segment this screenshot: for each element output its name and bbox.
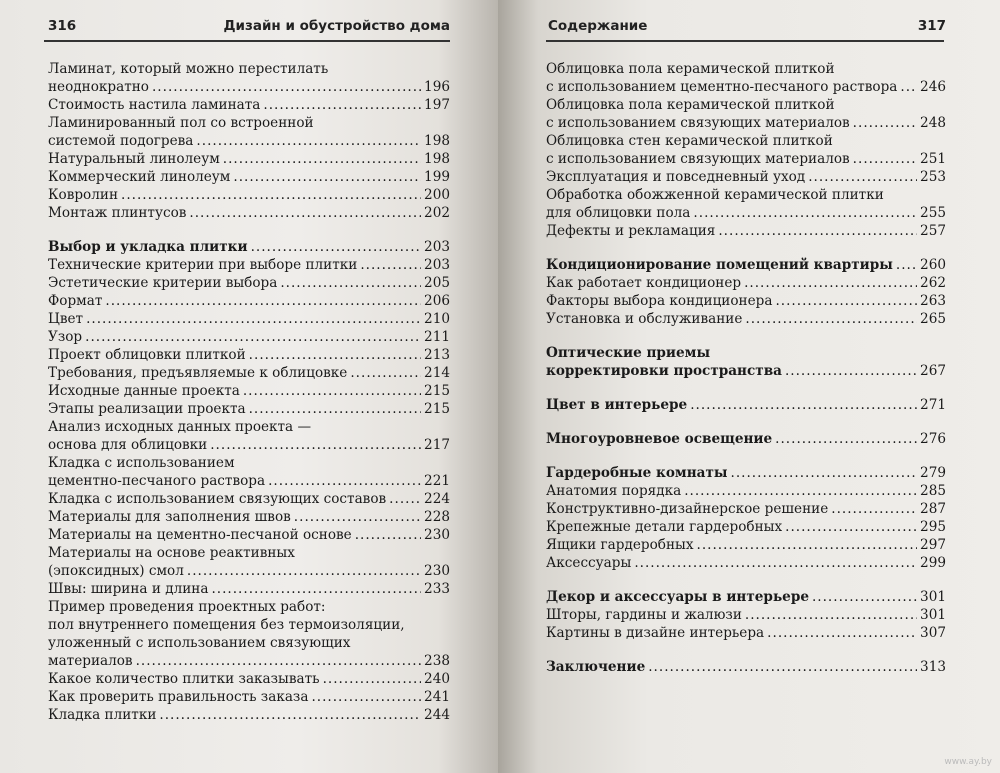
toc-page-number: 263	[920, 293, 946, 309]
toc-entry-title: материалов	[48, 653, 133, 669]
toc-entry-title: Стоимость настила ламината	[48, 97, 261, 113]
toc-page-number: 202	[424, 205, 450, 221]
toc-list-left	[48, 60, 450, 724]
toc-entry-row	[48, 472, 450, 490]
toc-entry-title: Как работает кондиционер	[546, 275, 742, 291]
toc-entry-title: Гардеробные комнаты	[546, 465, 728, 481]
dot-leader	[249, 400, 421, 418]
header-rule	[546, 40, 944, 42]
toc-page-number: 251	[920, 151, 946, 167]
toc-entry-row	[48, 652, 450, 670]
toc-page-number: 238	[424, 653, 450, 669]
toc-entry-title: неоднократно	[48, 79, 149, 95]
toc-page-number: 233	[424, 581, 450, 597]
toc-section-entry[interactable]	[546, 344, 946, 380]
dot-leader	[634, 554, 917, 572]
dot-leader	[311, 688, 421, 706]
toc-page-number: 287	[920, 501, 946, 517]
toc-subsection-entry[interactable]	[546, 554, 946, 572]
toc-page-number: 230	[424, 527, 450, 543]
toc-entry-row	[546, 150, 946, 168]
right-page	[498, 0, 1000, 773]
toc-entry-title: Эстетические критерии выбора	[48, 275, 278, 291]
toc-entry-title: Натуральный линолеум	[48, 151, 220, 167]
toc-page-number: 240	[424, 671, 450, 687]
toc-entry-title: Технические критерии при выборе плитки	[48, 257, 358, 273]
toc-page-number: 213	[424, 347, 450, 363]
toc-subsection-entry[interactable]	[48, 310, 450, 328]
toc-entry-title-line: Ламинированный пол со встроенной	[48, 115, 314, 131]
toc-entry-title: Конструктивно-дизайнерское решение	[546, 501, 829, 517]
toc-entry-title: Крепежные детали гардеробных	[546, 519, 783, 535]
toc-entry-row	[48, 150, 450, 168]
dot-leader	[693, 204, 917, 222]
dot-leader	[690, 396, 917, 414]
toc-subsection-entry[interactable]	[48, 96, 450, 114]
toc-entry-row	[546, 588, 946, 606]
section-spacer	[546, 572, 946, 588]
toc-entry-title: Факторы выбора кондиционера	[546, 293, 773, 309]
dot-leader	[86, 310, 421, 328]
toc-subsection-entry[interactable]	[48, 688, 450, 706]
toc-subsection-entry[interactable]	[546, 482, 946, 500]
toc-subsection-entry[interactable]	[546, 60, 946, 96]
dot-leader	[853, 150, 917, 168]
toc-entry-row	[48, 78, 450, 96]
toc-page-number: 297	[920, 537, 946, 553]
dot-leader	[294, 508, 421, 526]
section-spacer	[48, 222, 450, 238]
toc-entry-title: Проект облицовки плиткой	[48, 347, 246, 363]
toc-subsection-entry[interactable]	[48, 292, 450, 310]
toc-page-number: 241	[424, 689, 450, 705]
toc-page-number: 211	[424, 329, 450, 345]
toc-page-number: 205	[424, 275, 450, 291]
dot-leader	[360, 256, 421, 274]
toc-entry-title: цементно-песчаного раствора	[48, 473, 266, 489]
toc-entry-row	[48, 364, 450, 382]
toc-entry-title-line: Кладка с использованием	[48, 455, 235, 471]
toc-entry-row	[546, 204, 946, 222]
toc-subsection-entry[interactable]	[546, 96, 946, 132]
toc-section-entry[interactable]	[546, 588, 946, 606]
toc-entry-title-line: уложенный с использованием связующих	[48, 635, 351, 651]
dot-leader	[731, 464, 918, 482]
toc-subsection-entry[interactable]	[546, 624, 946, 642]
toc-entry-title-line: Облицовка пола керамической плиткой	[546, 97, 835, 113]
left-running-title: Дизайн и обустройство дома	[223, 18, 450, 34]
toc-entry-title: Коммерческий линолеум	[48, 169, 231, 185]
dot-leader	[831, 500, 917, 518]
toc-page-number: 203	[424, 239, 450, 255]
toc-entry-title-line: Ламинат, который можно перестилать	[48, 61, 329, 77]
toc-entry-title: с использованием цементно-песчаного раствора	[546, 79, 898, 95]
toc-entry-title: основа для облицовки	[48, 437, 208, 453]
toc-entry-row	[546, 362, 946, 380]
toc-entry-row	[546, 554, 946, 572]
toc-entry-title: с использованием связующих материалов	[546, 115, 850, 131]
toc-page-number: 230	[424, 563, 450, 579]
toc-subsection-entry[interactable]	[48, 364, 450, 382]
toc-entry-row	[546, 222, 946, 240]
toc-page-number: 271	[920, 397, 946, 413]
toc-entry-row	[48, 580, 450, 598]
dot-leader	[121, 186, 421, 204]
dot-leader	[136, 652, 421, 670]
toc-subsection-entry[interactable]	[48, 508, 450, 526]
dot-leader	[785, 518, 917, 536]
toc-entry-row	[546, 430, 946, 448]
toc-page-number: 224	[424, 491, 450, 507]
toc-entry-title: Материалы на цементно-песчаной основе	[48, 527, 352, 543]
toc-entry-row	[48, 310, 450, 328]
toc-page-number: 200	[424, 187, 450, 203]
toc-entry-title: Анатомия порядка	[546, 483, 682, 499]
toc-entry-row	[48, 436, 450, 454]
toc-page-number: 257	[920, 223, 946, 239]
toc-entry-row	[48, 688, 450, 706]
dot-leader	[280, 274, 421, 292]
toc-entry-row	[546, 536, 946, 554]
dot-leader	[268, 472, 421, 490]
toc-page-number: 301	[920, 607, 946, 623]
toc-entry-title: Швы: ширина и длина	[48, 581, 209, 597]
toc-subsection-entry[interactable]	[48, 60, 450, 96]
toc-subsection-entry[interactable]	[48, 544, 450, 580]
toc-subsection-entry[interactable]	[48, 204, 450, 222]
left-page	[0, 0, 498, 773]
toc-entry-title: Декор и аксессуары в интерьере	[546, 589, 809, 605]
toc-entry-title: Монтаж плинтусов	[48, 205, 187, 221]
toc-entry-title: Этапы реализации проекта	[48, 401, 246, 417]
toc-entry-row	[546, 464, 946, 482]
toc-entry-title: Ящики гардеробных	[546, 537, 694, 553]
toc-page-number: 199	[424, 169, 450, 185]
dot-leader	[785, 362, 917, 380]
dot-leader	[812, 588, 917, 606]
toc-page-number: 307	[920, 625, 946, 641]
dot-leader	[853, 114, 917, 132]
toc-entry-title: Кондиционирование помещений квартиры	[546, 257, 893, 273]
dot-leader	[896, 256, 917, 274]
toc-page-number: 203	[424, 257, 450, 273]
toc-entry-row	[546, 624, 946, 642]
toc-subsection-entry[interactable]	[546, 500, 946, 518]
toc-page-number: 198	[424, 151, 450, 167]
section-spacer	[546, 380, 946, 396]
toc-subsection-entry[interactable]	[48, 580, 450, 598]
toc-subsection-entry[interactable]	[48, 400, 450, 418]
toc-entry-row	[546, 396, 946, 414]
toc-entry-row	[48, 186, 450, 204]
dot-leader	[233, 168, 421, 186]
dot-leader	[900, 78, 917, 96]
toc-subsection-entry[interactable]	[546, 518, 946, 536]
toc-page-number: 253	[920, 169, 946, 185]
toc-entry-row	[546, 658, 946, 676]
toc-entry-row	[546, 168, 946, 186]
dot-leader	[159, 706, 421, 724]
toc-entry-title-line: Пример проведения проектных работ:	[48, 599, 326, 615]
toc-entry-row	[48, 670, 450, 688]
toc-entry-row	[48, 526, 450, 544]
toc-entry-title: Шторы, гардины и жалюзи	[546, 607, 742, 623]
left-page-number: 316	[48, 18, 77, 34]
toc-entry-title: Цвет в интерьере	[546, 397, 688, 413]
section-spacer	[546, 328, 946, 344]
toc-section-entry[interactable]	[546, 464, 946, 482]
toc-page-number: 221	[424, 473, 450, 489]
dot-leader	[152, 78, 421, 96]
toc-entry-row	[48, 490, 450, 508]
toc-entry-title-line: пол внутреннего помещения без термоизоляции,	[48, 617, 405, 633]
toc-entry-title-line: Обработка обожженной керамической плитки	[546, 187, 884, 203]
toc-entry-title: Установка и обслуживание	[546, 311, 743, 327]
toc-entry-title: Какое количество плитки заказывать	[48, 671, 320, 687]
toc-entry-title-line: Анализ исходных данных проекта —	[48, 419, 312, 435]
toc-subsection-entry[interactable]	[48, 168, 450, 186]
toc-entry-row	[48, 292, 450, 310]
toc-page-number: 295	[920, 519, 946, 535]
toc-entry-row	[48, 274, 450, 292]
watermark: www.ay.by	[944, 757, 992, 767]
toc-entry-title: Формат	[48, 293, 103, 309]
dot-leader	[775, 292, 917, 310]
toc-entry-row	[546, 256, 946, 274]
toc-subsection-entry[interactable]	[546, 222, 946, 240]
toc-subsection-entry[interactable]	[48, 186, 450, 204]
dot-leader	[223, 150, 421, 168]
dot-leader	[249, 346, 421, 364]
toc-section-entry[interactable]	[48, 238, 450, 256]
toc-section-entry[interactable]	[546, 396, 946, 414]
toc-entry-title: Требования, предъявляемые к облицовке	[48, 365, 348, 381]
toc-page-number: 279	[920, 465, 946, 481]
toc-section-entry[interactable]	[546, 430, 946, 448]
toc-entry-title: Эксплуатация и повседневный уход	[546, 169, 806, 185]
toc-entry-row	[546, 500, 946, 518]
toc-entry-title: корректировки пространства	[546, 363, 782, 379]
toc-page-number: 265	[920, 311, 946, 327]
dot-leader	[243, 382, 421, 400]
toc-page-number: 276	[920, 431, 946, 447]
toc-entry-row	[546, 482, 946, 500]
toc-entry-title: Цвет	[48, 311, 84, 327]
toc-entry-row	[48, 382, 450, 400]
toc-subsection-entry[interactable]	[546, 606, 946, 624]
toc-entry-title: Заключение	[546, 659, 646, 675]
toc-subsection-entry[interactable]	[546, 274, 946, 292]
toc-entry-title-line: Облицовка стен керамической плиткой	[546, 133, 833, 149]
toc-subsection-entry[interactable]	[48, 418, 450, 454]
right-running-title: Содержание	[548, 18, 648, 34]
toc-entry-title: Кладка плитки	[48, 707, 157, 723]
toc-page-number: 299	[920, 555, 946, 571]
toc-entry-title: системой подогрева	[48, 133, 194, 149]
dot-leader	[263, 96, 421, 114]
toc-entry-row	[546, 114, 946, 132]
toc-entry-row	[48, 328, 450, 346]
section-spacer	[546, 414, 946, 430]
toc-entry-row	[546, 310, 946, 328]
toc-entry-title: Картины в дизайне интерьера	[546, 625, 765, 641]
toc-subsection-entry[interactable]	[48, 382, 450, 400]
dot-leader	[196, 132, 421, 150]
dot-leader	[210, 436, 421, 454]
toc-entry-row	[48, 256, 450, 274]
toc-entry-row	[546, 274, 946, 292]
toc-page-number: 313	[920, 659, 946, 675]
toc-entry-row	[546, 292, 946, 310]
toc-subsection-entry[interactable]	[48, 454, 450, 490]
toc-page-number: 228	[424, 509, 450, 525]
toc-subsection-entry[interactable]	[48, 706, 450, 724]
toc-entry-row	[48, 706, 450, 724]
dot-leader	[355, 526, 421, 544]
dot-leader	[187, 562, 421, 580]
toc-subsection-entry[interactable]	[48, 150, 450, 168]
toc-entry-title: Аксессуары	[546, 555, 632, 571]
toc-entry-title: Кладка с использованием связующих составов	[48, 491, 387, 507]
dot-leader	[389, 490, 421, 508]
toc-entry-title: с использованием связующих материалов	[546, 151, 850, 167]
toc-entry-title: Ковролин	[48, 187, 118, 203]
toc-entry-title-line: Оптические приемы	[546, 345, 711, 361]
toc-entry-row	[48, 168, 450, 186]
toc-subsection-entry[interactable]	[546, 310, 946, 328]
toc-subsection-entry[interactable]	[48, 114, 450, 150]
toc-entry-row	[48, 238, 450, 256]
header-rule	[44, 40, 450, 42]
toc-page-number: 244	[424, 707, 450, 723]
toc-entry-row	[546, 606, 946, 624]
toc-subsection-entry[interactable]	[546, 132, 946, 168]
toc-entry-title: Материалы для заполнения швов	[48, 509, 291, 525]
toc-entry-row	[546, 78, 946, 96]
toc-entry-row	[48, 204, 450, 222]
toc-page-number: 215	[424, 383, 450, 399]
toc-subsection-entry[interactable]	[48, 490, 450, 508]
toc-entry-row	[48, 96, 450, 114]
dot-leader	[211, 580, 421, 598]
toc-section-entry[interactable]	[546, 658, 946, 676]
toc-entry-title: (эпоксидных) смол	[48, 563, 184, 579]
toc-page-number: 255	[920, 205, 946, 221]
toc-page-number: 206	[424, 293, 450, 309]
toc-page-number: 285	[920, 483, 946, 499]
toc-entry-row	[48, 508, 450, 526]
toc-subsection-entry[interactable]	[48, 346, 450, 364]
toc-page-number: 301	[920, 589, 946, 605]
toc-entry-title: Выбор и укладка плитки	[48, 239, 248, 255]
toc-page-number: 262	[920, 275, 946, 291]
dot-leader	[350, 364, 421, 382]
toc-entry-title: Многоуровневое освещение	[546, 431, 773, 447]
toc-subsection-entry[interactable]	[546, 186, 946, 222]
dot-leader	[189, 204, 421, 222]
toc-page-number: 248	[920, 115, 946, 131]
toc-page-number: 260	[920, 257, 946, 273]
dot-leader	[323, 670, 421, 688]
dot-leader	[697, 536, 918, 554]
toc-entry-title: Узор	[48, 329, 83, 345]
toc-page-number: 198	[424, 133, 450, 149]
toc-page-number: 215	[424, 401, 450, 417]
toc-entry-title: для облицовки пола	[546, 205, 691, 221]
toc-page-number: 267	[920, 363, 946, 379]
toc-entry-row	[48, 132, 450, 150]
toc-entry-title: Как проверить правильность заказа	[48, 689, 309, 705]
toc-subsection-entry[interactable]	[546, 292, 946, 310]
toc-subsection-entry[interactable]	[48, 598, 450, 670]
section-spacer	[546, 240, 946, 256]
dot-leader	[85, 328, 421, 346]
toc-entry-row	[48, 400, 450, 418]
toc-page-number: 196	[424, 79, 450, 95]
toc-section-entry[interactable]	[546, 256, 946, 274]
toc-page-number: 217	[424, 437, 450, 453]
dot-leader	[105, 292, 421, 310]
toc-entry-title-line: Материалы на основе реактивных	[48, 545, 295, 561]
toc-entry-row	[48, 562, 450, 580]
toc-page-number: 214	[424, 365, 450, 381]
dot-leader	[648, 658, 917, 676]
dot-leader	[684, 482, 917, 500]
toc-subsection-entry[interactable]	[48, 328, 450, 346]
toc-page-number: 197	[424, 97, 450, 113]
toc-page-number: 246	[920, 79, 946, 95]
dot-leader	[251, 238, 421, 256]
dot-leader	[718, 222, 917, 240]
toc-list-right	[546, 60, 946, 676]
dot-leader	[808, 168, 917, 186]
toc-subsection-entry[interactable]	[48, 670, 450, 688]
toc-entry-title-line: Облицовка пола керамической плиткой	[546, 61, 835, 77]
dot-leader	[775, 430, 917, 448]
toc-entry-title: Исходные данные проекта	[48, 383, 240, 399]
toc-subsection-entry[interactable]	[48, 274, 450, 292]
section-spacer	[546, 448, 946, 464]
toc-entry-row	[48, 346, 450, 364]
toc-entry-title: Дефекты и рекламация	[546, 223, 716, 239]
toc-subsection-entry[interactable]	[48, 526, 450, 544]
dot-leader	[745, 606, 917, 624]
dot-leader	[767, 624, 917, 642]
right-page-number: 317	[917, 18, 946, 34]
toc-page-number: 210	[424, 311, 450, 327]
toc-subsection-entry[interactable]	[546, 536, 946, 554]
dot-leader	[745, 310, 917, 328]
toc-entry-row	[546, 518, 946, 536]
dot-leader	[744, 274, 917, 292]
toc-subsection-entry[interactable]	[546, 168, 946, 186]
toc-subsection-entry[interactable]	[48, 256, 450, 274]
section-spacer	[546, 642, 946, 658]
